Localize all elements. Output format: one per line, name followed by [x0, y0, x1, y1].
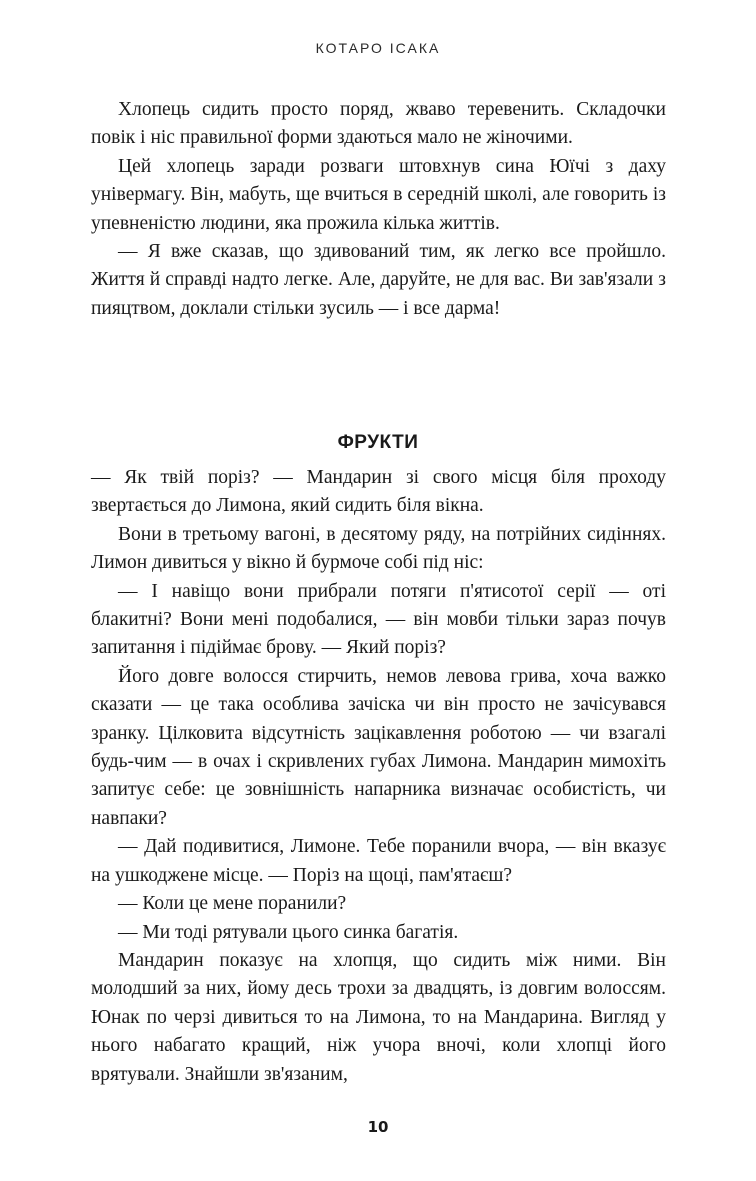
paragraph: — Дай подивитися, Лимоне. Тебе поранили вчора, — він вказує на ушкоджене місце. — Поріз на щоці, пам'ятаєш? [91, 836, 666, 886]
paragraph: Хлопець сидить просто поряд, жваво теревенить. Складочки повік і ніс правильної форми здаються мало не жіночими. [91, 99, 666, 149]
section-title: ФРУКТИ [337, 432, 419, 453]
paragraph: — Коли це мене поранили? [118, 893, 347, 915]
paragraph: — Я вже сказав, що здивований тим, як легко все пройшло. Життя й справді надто легке. Але, даруйте, не для вас. Ви зав'язали з пияцтвом, доклали стільки зусиль — і все дарма! [91, 241, 666, 319]
paragraph: Його довге волосся стирчить, немов левова грива, хоча важко сказати — це така особлива зачіска чи він просто не зачісувався зранку. Цілковита відсутність зацікавлення роботою — чи взагалі будь-чим — в очах і скривлених губах Лимона. Мандарин мимохіть запитує себе: це зовнішність напарника визначає особистість, чи навпаки? [91, 665, 666, 829]
paragraph: Мандарин показує на хлопця, що сидить між ними. Він молодший за них, йому десь трохи за двадцять, із довгим волоссям. Юнак по черзі дивиться то на Лимона, то на Мандарина. Вигляд у нього набагато кращий, ніж учора вночі, коли хлопці його врятували. Знайшли зв'язаним, [91, 949, 666, 1085]
text-block-after-section [91, 464, 666, 1089]
paragraph: — Як твій поріз? — Мандарин зі свого місця біля проходу звертається до Лимона, який сидить біля вікна. [91, 467, 666, 517]
running-head: КОТАРО ІСАКА [315, 40, 441, 56]
text-block-before-section [91, 96, 666, 323]
page-number: 10 [367, 1118, 389, 1136]
paragraph: — І навіщо вони прибрали потяги п'ятисотої серії — оті блакитні? Вони мені подобалися, — він мовби тільки зараз почув запитання і підіймає брову. — Який поріз? [91, 580, 666, 659]
paragraph: Вони в третьому вагоні, в десятому ряду, на потрійних сидіннях. Лимон дивиться у вікно й бурмоче собі під ніс: [91, 523, 666, 574]
paragraph: — Ми тоді рятували цього синка багатія. [118, 921, 459, 943]
paragraph: Цей хлопець заради розваги штовхнув сина Юїчі з даху універмагу. Він, мабуть, ще вчиться в середній школі, але говорить із упевненістю людини, яка прожила кілька життів. [91, 155, 666, 234]
